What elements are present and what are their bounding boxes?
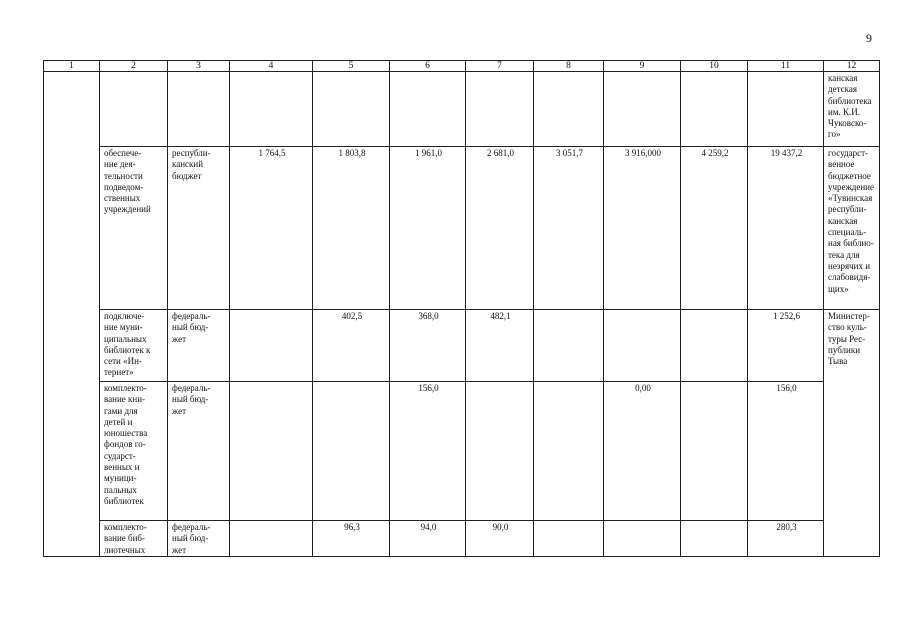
value-cell (230, 72, 313, 147)
executor-cell: канская детская библиотека им. К.И. Чуковско- го» (824, 72, 880, 147)
value-cell: 94,0 (390, 521, 466, 557)
source-cell: федераль- ный бюд- жет (168, 310, 230, 382)
value-cell: 19 437,2 (748, 147, 824, 310)
value-cell (681, 72, 748, 147)
value-cell: 96,3 (313, 521, 390, 557)
value-cell: 4 259,2 (681, 147, 748, 310)
header-cell: 5 (313, 61, 390, 72)
header-cell: 4 (230, 61, 313, 72)
value-cell (681, 521, 748, 557)
value-cell (604, 521, 681, 557)
header-cell: 1 (44, 61, 100, 72)
value-cell (534, 72, 604, 147)
value-cell: 3 051,7 (534, 147, 604, 310)
header-row (44, 61, 880, 72)
measure-cell: подключе- ние муни- ципальных библиотек к сети «Ин- тернет» (100, 310, 168, 382)
table-row (44, 72, 880, 147)
table-row (44, 382, 880, 521)
value-cell: 156,0 (390, 382, 466, 521)
source-cell: республи- канский бюджет (168, 147, 230, 310)
value-cell: 3 916,000 (604, 147, 681, 310)
value-cell: 402,5 (313, 310, 390, 382)
value-cell: 156,0 (748, 382, 824, 521)
measure-cell: комплекто- вание кни- гами для детей и юношества фондов го- сударст- венных и муници- пальных библиотек (100, 382, 168, 521)
source-cell: федераль- ный бюд- жет (168, 382, 230, 521)
value-cell (313, 72, 390, 147)
measure-cell (100, 72, 168, 147)
source-cell: федераль- ный бюд- жет (168, 521, 230, 557)
value-cell (681, 310, 748, 382)
value-cell: 2 681,0 (466, 147, 534, 310)
table-row (44, 310, 880, 382)
value-cell (390, 72, 466, 147)
header-cell: 2 (100, 61, 168, 72)
header-cell: 6 (390, 61, 466, 72)
value-cell (230, 310, 313, 382)
value-cell (534, 310, 604, 382)
header-cell: 12 (824, 61, 880, 72)
header-cell: 9 (604, 61, 681, 72)
value-cell: 280,3 (748, 521, 824, 557)
header-cell: 10 (681, 61, 748, 72)
header-cell: 7 (466, 61, 534, 72)
value-cell (230, 521, 313, 557)
executor-cell: Министер- ство куль- туры Рес- публики Тыва (824, 310, 880, 557)
value-cell (604, 72, 681, 147)
value-cell: 1 961,0 (390, 147, 466, 310)
value-cell: 1 803,8 (313, 147, 390, 310)
header-cell: 3 (168, 61, 230, 72)
source-cell (168, 72, 230, 147)
executor-cell: государст- венное бюджетное учреждение «Тувинская республи- канская специаль- ная библио- тека для незрячих и слабовидя- щих» (824, 147, 880, 310)
value-cell (681, 382, 748, 521)
measure-cell: обеспече- ние дея- тельности подведом- ственных учреждений (100, 147, 168, 310)
value-cell (534, 521, 604, 557)
measure-cell: комплекто- вание биб- лиотечных (100, 521, 168, 557)
value-cell: 368,0 (390, 310, 466, 382)
value-cell (748, 72, 824, 147)
budget-table (43, 60, 880, 557)
header-cell: 8 (534, 61, 604, 72)
page-number: 9 (866, 31, 872, 45)
value-cell (313, 382, 390, 521)
header-cell: 11 (748, 61, 824, 72)
value-cell: 1 252,6 (748, 310, 824, 382)
table-row (44, 147, 880, 310)
value-cell: 90,0 (466, 521, 534, 557)
value-cell (604, 310, 681, 382)
value-cell (466, 382, 534, 521)
value-cell (466, 72, 534, 147)
value-cell: 482,1 (466, 310, 534, 382)
value-cell: 1 764,5 (230, 147, 313, 310)
value-cell (534, 382, 604, 521)
table-row (44, 521, 880, 557)
value-cell: 0,00 (604, 382, 681, 521)
value-cell (230, 382, 313, 521)
col1-merged-cell (44, 72, 100, 557)
